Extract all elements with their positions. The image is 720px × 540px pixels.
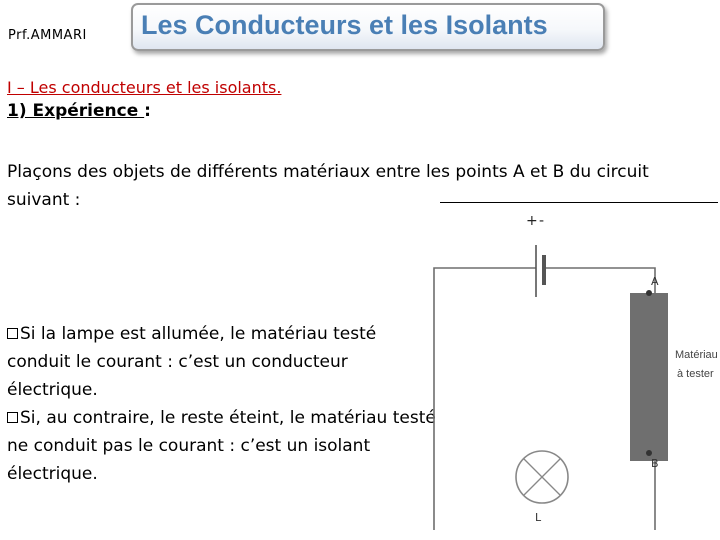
sub-heading-colon: : [144,101,151,121]
point-b-label: B [651,457,659,470]
bullet-list [7,320,437,488]
bullet-text: Si la lampe est allumée, le matériau testé conduit le courant : c’est un conducteur électrique. [7,324,377,400]
material-label-line2: à tester [677,368,714,380]
lamp-icon [516,451,568,503]
title-banner [131,3,605,51]
bullet-item-lamp-on [7,320,437,404]
intro-paragraph: Plaçons des objets de différents matériaux entre les points A et B du circuit suivant : [7,162,649,210]
checkbox-bullet-icon [7,328,18,339]
sub-heading [7,101,151,121]
terminal-b-dot [646,450,652,456]
material-under-test [630,293,668,461]
intro-divider [440,202,718,203]
circuit-diagram [420,205,720,535]
sub-heading-label: 1) Expérience [7,101,145,121]
point-a-label: A [651,275,659,288]
battery-icon [536,245,544,297]
lamp-label: L [535,511,542,524]
battery-plus-label: + [526,213,538,229]
bullet-item-lamp-off [7,404,437,488]
author-label: Prf.AMMARI [8,28,87,43]
checkbox-bullet-icon [7,412,18,423]
bullet-text: Si, au contraire, le reste éteint, le matériau testé ne conduit pas le courant : c’est un isolant électrique. [7,408,436,484]
page-title: Les Conducteurs et les Isolants [141,10,548,40]
battery-minus-label: - [539,213,545,229]
section-heading: I – Les conducteurs et les isolants. [7,78,282,97]
material-label-line1: Matériau [675,349,718,361]
terminal-a-dot [646,290,652,296]
